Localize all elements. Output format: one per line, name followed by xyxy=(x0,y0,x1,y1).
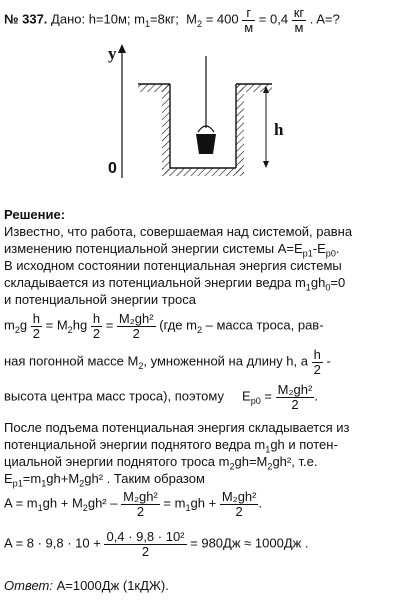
right-wall-hatch xyxy=(236,84,244,174)
problem-number: № 337. xyxy=(4,11,48,27)
zero-label: 0 xyxy=(108,160,117,177)
solution-line-3: В исходном состоянии потенциальная энергия системы xyxy=(4,258,342,273)
solution-line-9: потенциальной энергии поднятого ведра $m_1gh$ и потен- xyxy=(4,437,338,455)
given-m-val: =8кг; xyxy=(150,11,179,27)
answer-line xyxy=(4,578,169,593)
given-text: Дано: h=10м; m xyxy=(51,11,145,27)
answer-text: A=1000Дж (1кДЖ). xyxy=(52,578,169,593)
bucket xyxy=(196,134,216,154)
solution-line-8: После подъема потенциальная энергия складывается из xyxy=(4,420,350,435)
m2-eq2: = 0,4 xyxy=(258,11,289,27)
left-wall-hatch xyxy=(162,84,170,174)
solution-line-4: складывается из потенциальной энергии ведра $m_1gh_0=0$ xyxy=(4,275,346,293)
m2-unit-fraction-1: $\frac{г}{м}$ xyxy=(244,5,254,35)
m2-eq: = 400 xyxy=(205,11,239,27)
solution-line-11: $E_{p1}=m_1gh+M_2gh^2$ . Таким образом xyxy=(4,471,205,489)
m2-label: M xyxy=(186,11,197,27)
bottom-hatch xyxy=(162,168,244,176)
well-diagram xyxy=(100,40,320,190)
solution-heading: Решение: xyxy=(4,207,66,222)
m2-unit-fraction-2: $\frac{кг}{м}$ xyxy=(293,5,305,35)
equation-2: $A = m_1gh + M_2gh^2$ – $\frac{\text{M₂gh²}}{2}$ = $m_1gh$ + $\frac{\text{M₂gh²}}{2}$ . xyxy=(4,489,263,519)
find-text: . A=? xyxy=(309,11,340,27)
solution-line-2: изменению потенциальной энергии системы $A=E_{p1}-E_{p0}$. xyxy=(4,241,340,259)
equation-3: A = 8 · 9,8 · 10 + $\frac{\text{0,4 · 9,8 · 10²}}{2}$ = 980Дж ≈ 1000Дж . xyxy=(4,529,309,559)
solution-line-5: и потенциальной энергии троса xyxy=(4,292,196,307)
h-label: h xyxy=(274,120,284,139)
equation-1: $m_2g$ $\frac{h}{2}$ = $M_2hg$ $\frac{h}{2}$ = $\frac{\text{M₂gh²}}{2}$ (где $m_2$ – масса троса, рав- xyxy=(4,311,324,341)
solution-line-10: циальной энергии поднятого троса $m_2gh=M_2gh^2$, т.е. xyxy=(4,454,318,472)
given-m-sub: 1 xyxy=(144,19,151,30)
problem-statement xyxy=(4,6,340,34)
m2-sub: 2 xyxy=(197,19,203,30)
answer-label: Ответ: xyxy=(4,578,53,593)
y-axis-arrow xyxy=(118,44,126,53)
solution-line-1: Известно, что работа, совершаемая над системой, равна xyxy=(4,224,353,239)
solution-line-6: ная погонной массе $M_2$, умноженной на длину h, а $\frac{h}{2}$ - xyxy=(4,347,331,377)
y-axis-label: y xyxy=(108,44,117,63)
solution-line-7: высота центра масс троса), поэтому $E_{p0}$ = $\frac{\text{M₂gh²}}{2}$ . xyxy=(4,382,318,412)
